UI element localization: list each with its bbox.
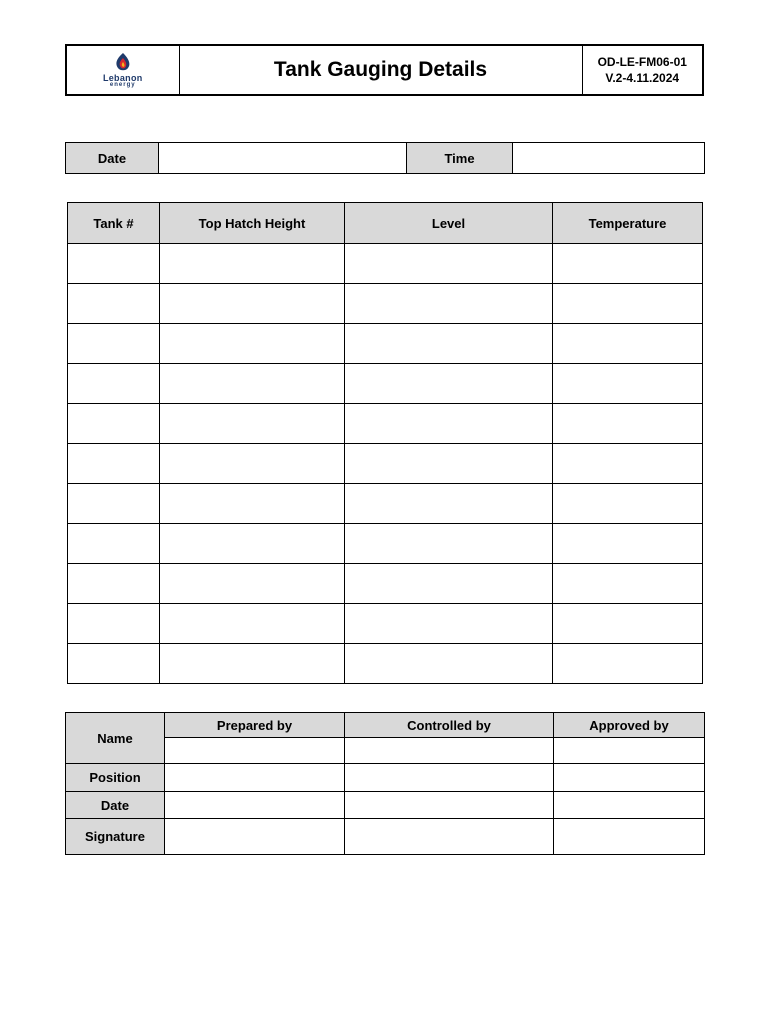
- temperature-cell[interactable]: [553, 644, 703, 684]
- column-header-controlled-by: Controlled by: [345, 713, 554, 738]
- controlled-by-position-field[interactable]: [345, 764, 554, 792]
- level-cell[interactable]: [345, 604, 553, 644]
- date-label: Date: [66, 143, 159, 174]
- document-code: OD-LE-FM06-01: [597, 55, 687, 69]
- level-cell[interactable]: [345, 444, 553, 484]
- temperature-cell[interactable]: [553, 484, 703, 524]
- table-row: [68, 364, 703, 404]
- document-code-cell: [582, 45, 703, 95]
- level-cell[interactable]: [345, 484, 553, 524]
- top-hatch-height-cell[interactable]: [160, 284, 345, 324]
- tank-gauging-table: [67, 202, 703, 684]
- top-hatch-height-cell[interactable]: [160, 244, 345, 284]
- tank-number-cell[interactable]: [68, 404, 160, 444]
- table-row: [68, 604, 703, 644]
- approved-by-position-field[interactable]: [554, 764, 705, 792]
- date-field[interactable]: [159, 143, 407, 174]
- level-cell[interactable]: [345, 564, 553, 604]
- prepared-by-name-field[interactable]: [165, 738, 345, 764]
- page-title: Tank Gauging Details: [179, 45, 582, 95]
- document-version: V.2-4.11.2024: [605, 71, 680, 85]
- top-hatch-height-cell[interactable]: [160, 324, 345, 364]
- tank-number-cell[interactable]: [68, 524, 160, 564]
- signoff-table: [65, 712, 705, 855]
- top-hatch-height-cell[interactable]: [160, 564, 345, 604]
- table-row: [68, 244, 703, 284]
- prepared-by-position-field[interactable]: [165, 764, 345, 792]
- controlled-by-name-field[interactable]: [345, 738, 554, 764]
- approved-by-name-field[interactable]: [554, 738, 705, 764]
- level-cell[interactable]: [345, 644, 553, 684]
- logo-cell: [66, 45, 179, 95]
- document-header: [65, 44, 704, 96]
- prepared-by-signature-field[interactable]: [165, 819, 345, 855]
- column-header-temperature: Temperature: [553, 203, 703, 244]
- table-row: [68, 524, 703, 564]
- company-logo: [67, 52, 179, 89]
- controlled-by-date-field[interactable]: [345, 792, 554, 819]
- column-header-tank: Tank #: [68, 203, 160, 244]
- approved-by-date-field[interactable]: [554, 792, 705, 819]
- column-header-approved-by: Approved by: [554, 713, 705, 738]
- approved-by-signature-field[interactable]: [554, 819, 705, 855]
- tank-gauging-rows: [68, 244, 703, 684]
- table-row: [68, 324, 703, 364]
- temperature-cell[interactable]: [553, 444, 703, 484]
- level-cell[interactable]: [345, 364, 553, 404]
- flame-icon: [110, 52, 136, 74]
- temperature-cell[interactable]: [553, 604, 703, 644]
- table-row: [68, 444, 703, 484]
- tank-number-cell[interactable]: [68, 244, 160, 284]
- top-hatch-height-cell[interactable]: [160, 404, 345, 444]
- temperature-cell[interactable]: [553, 364, 703, 404]
- temperature-cell[interactable]: [553, 404, 703, 444]
- table-row: [68, 564, 703, 604]
- table-row: [68, 284, 703, 324]
- tank-number-cell[interactable]: [68, 644, 160, 684]
- level-cell[interactable]: [345, 284, 553, 324]
- tank-number-cell[interactable]: [68, 484, 160, 524]
- tank-number-cell[interactable]: [68, 444, 160, 484]
- column-header-level: Level: [345, 203, 553, 244]
- date-time-table: [65, 142, 705, 174]
- column-header-prepared-by: Prepared by: [165, 713, 345, 738]
- level-cell[interactable]: [345, 404, 553, 444]
- top-hatch-height-cell[interactable]: [160, 604, 345, 644]
- time-field[interactable]: [513, 143, 705, 174]
- tank-number-cell[interactable]: [68, 364, 160, 404]
- top-hatch-height-cell[interactable]: [160, 644, 345, 684]
- temperature-cell[interactable]: [553, 524, 703, 564]
- temperature-cell[interactable]: [553, 244, 703, 284]
- logo-subtitle: energy: [109, 81, 136, 88]
- tank-number-cell[interactable]: [68, 284, 160, 324]
- top-hatch-height-cell[interactable]: [160, 364, 345, 404]
- temperature-cell[interactable]: [553, 324, 703, 364]
- row-label-name: Name: [66, 713, 165, 764]
- top-hatch-height-cell[interactable]: [160, 484, 345, 524]
- column-header-top-hatch-height: Top Hatch Height: [160, 203, 345, 244]
- table-row: [68, 404, 703, 444]
- temperature-cell[interactable]: [553, 564, 703, 604]
- temperature-cell[interactable]: [553, 284, 703, 324]
- tank-number-cell[interactable]: [68, 604, 160, 644]
- row-label-signature: Signature: [66, 819, 165, 855]
- level-cell[interactable]: [345, 244, 553, 284]
- row-label-date: Date: [66, 792, 165, 819]
- top-hatch-height-cell[interactable]: [160, 524, 345, 564]
- logo-name: Lebanon: [102, 72, 143, 83]
- table-row: [68, 484, 703, 524]
- top-hatch-height-cell[interactable]: [160, 444, 345, 484]
- level-cell[interactable]: [345, 524, 553, 564]
- level-cell[interactable]: [345, 324, 553, 364]
- row-label-position: Position: [66, 764, 165, 792]
- tank-number-cell[interactable]: [68, 324, 160, 364]
- table-row: [68, 644, 703, 684]
- time-label: Time: [407, 143, 513, 174]
- tank-number-cell[interactable]: [68, 564, 160, 604]
- prepared-by-date-field[interactable]: [165, 792, 345, 819]
- controlled-by-signature-field[interactable]: [345, 819, 554, 855]
